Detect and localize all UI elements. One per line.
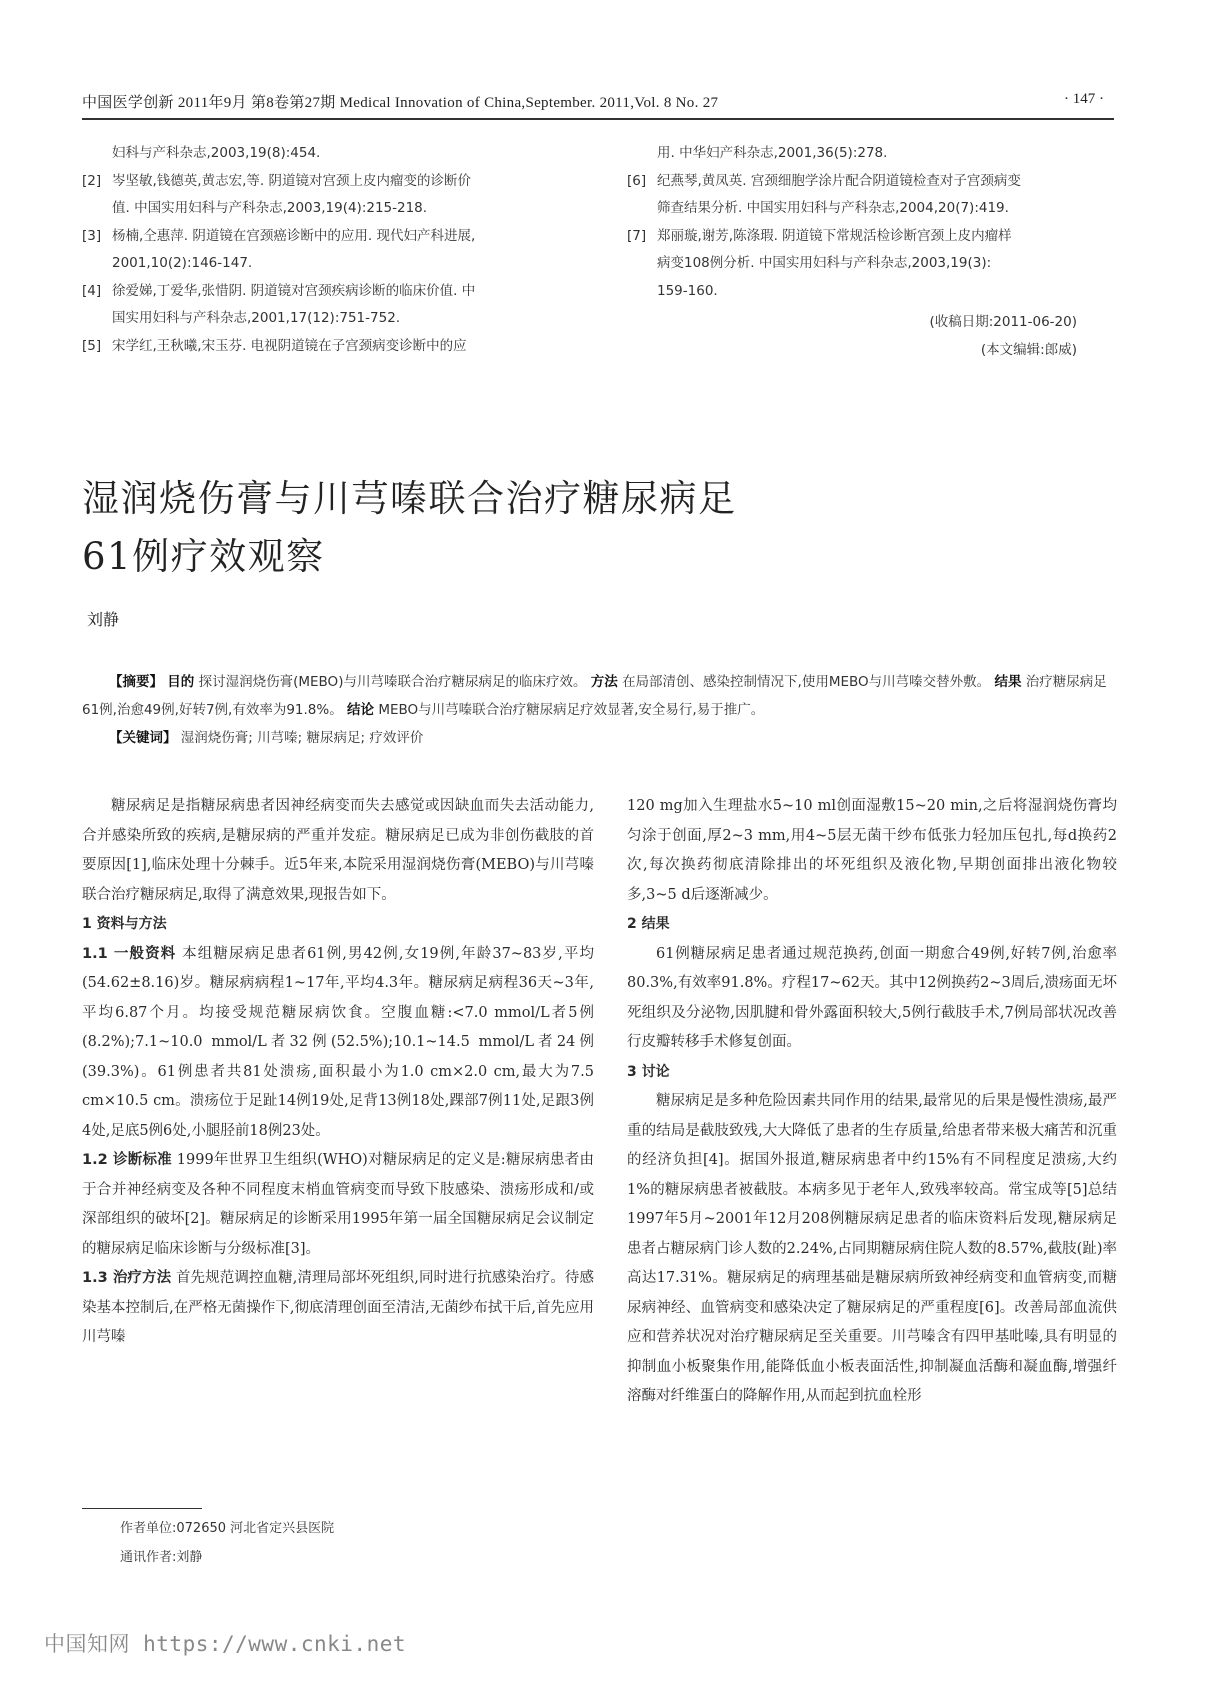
body-left-column bbox=[82, 792, 594, 1353]
body-right-column bbox=[627, 792, 1117, 1412]
editor-note: (本文编辑:郎威) bbox=[980, 341, 1077, 358]
reference-item: [6] 纪燕琴,黄凤英. 宫颈细胞学涂片配合阴道镜检查对子宫颈病变 bbox=[627, 172, 1021, 189]
reference-line: 用. 中华妇产科杂志,2001,36(5):278. bbox=[657, 145, 888, 161]
discussion-paragraph: 糖尿病足是多种危险因素共同作用的结果,最常见的后果是慢性溃疡,最严重的结局是截肢致残,大大降低了患者的生存质量,给患者带来极大痛苦和沉重的经济负担[4]。据国外报道,糖尿病患者中约15%有不同程度足溃疡,大约1%的糖尿病患者被截肢。本病多见于老年人,致残率较高。常宝成等[5]总结1997年5月~2001年12月208例糖尿病足患者的临床资料后发现,糖尿病足患者占糖尿病门诊人数的2.24%,占同期糖尿病住院人数的8.57%,截肢(趾)率高达17.31%。糖尿病足的病理基础是糖尿病所致神经病变和血管病变,而糖尿病神经、血管病变和感染决定了糖尿病足的严重程度[6]。改善局部血流供应和营养状况对治疗糖尿病足至关重要。川芎嗪含有四甲基吡嗪,具有明显的抑制血小板聚集作用,能降低血小板表面活性,抑制凝血活酶和凝血酶,增强纤溶酶对纤维蛋白的降解作用,从而起到抗血栓形 bbox=[627, 1093, 1117, 1404]
reference-item: [4] 徐爱娣,丁爱华,张惜阴. 阴道镜对宫颈疾病诊断的临床价值. 中 bbox=[82, 282, 476, 299]
conclusion-text: MEBO与川芎嗪联合治疗糖尿病足疗效显著,安全易行,易于推广。 bbox=[378, 702, 765, 718]
results-paragraph: 61例糖尿病足患者通过规范换药,创面一期愈合49例,好转7例,治愈率80.3%,有效率91.8%。疗程17~62天。其中12例换药2~3周后,溃疡面无坏死组织及分泌物,因肌腱和骨外露面积较大,5例行截肢手术,7例局部状况改善行皮瓣转移手术修复创面。 bbox=[627, 945, 1117, 1050]
reference-line: 2001,10(2):146-147. bbox=[112, 255, 253, 271]
objective-text: 探讨湿润烧伤膏(MEBO)与川芎嗪联合治疗糖尿病足的临床疗效。 bbox=[198, 674, 587, 690]
intro-paragraph: 糖尿病足是指糖尿病患者因神经病变而失去感觉或因缺血而失去活动能力,合并感染所致的疾病,是糖尿病的严重并发症。糖尿病足已成为非创伤截肢的首要原因[1],临床处理十分棘手。近5年来,本院采用湿润烧伤膏(MEBO)与川芎嗪联合治疗糖尿病足,取得了满意效果,现报告如下。 bbox=[82, 798, 594, 903]
paragraph-text: 1999年世界卫生组织(WHO)对糖尿病足的定义是:糖尿病患者由于合并神经病变及各种不同程度末梢血管病变而导致下肢感染、溃疡形成和/或深部组织的破坏[2]。糖尿病足的诊断采用1995年第一届全国糖尿病足会议制定的糖尿病足临床诊断与分级标准[3]。 bbox=[82, 1152, 595, 1257]
reference-line: 159-160. bbox=[657, 282, 718, 299]
title-line-1: 湿润烧伤膏与川芎嗪联合治疗糖尿病足 bbox=[82, 476, 737, 520]
section-heading-discussion: 3 讨论 bbox=[627, 1063, 670, 1080]
reference-line: 病变108例分析. 中国实用妇科与产科杂志,2003,19(3): bbox=[657, 255, 992, 271]
reference-item: [2] 岑坚敏,钱德英,黄志宏,等. 阴道镜对宫颈上皮内瘤变的诊断价 bbox=[82, 172, 471, 189]
reference-item: [5] 宋学红,王秋曦,宋玉芬. 电视阴道镜在子宫颈病变诊断中的应 bbox=[82, 337, 467, 354]
cnki-watermark: 中国知网 https://www.cnki.net bbox=[44, 1632, 407, 1656]
paragraph-text: 本组糖尿病足患者61例,男42例,女19例,年龄37~83岁,平均(54.62±8.16)岁。糖尿病病程1~17年,平均4.3年。糖尿病足病程36天~3年,平均6.87个月。均接受规范糖尿病饮食。空腹血糖:<7.0 mmol/L者5例(8.2%);7.1~10.0 mmol/L者32例(52.5%);10.1~14.5 mmol/L者24例(39.3%)。61例患者共81处溃疡,面积最小为1.0 cm×2.0 cm,最大为7.5 cm×10.5 cm。溃疡位于足趾14例19处,足背13例18处,踝部7例11处,足跟3例4处,足底5例6处,小腿胫前18例23处。 bbox=[82, 945, 595, 1139]
diagnosis-paragraph bbox=[82, 1146, 594, 1264]
treatment-continued: 120 mg加入生理盐水5~10 ml创面湿敷15~20 min,之后将湿润烧伤膏均匀涂于创面,厚2~3 mm,用4~5层无菌干纱布低张力轻加压包扎,每d换药2次,每次换药彻底清除排出的坏死组织及液化物,早期创面排出液化物较多,3~5 d后逐渐减少。 bbox=[627, 798, 1117, 903]
paragraph-text: 首先规范调控血糖,清理局部坏死组织,同时进行抗感染治疗。待感染基本控制后,在严格无菌操作下,彻底清理创面至清洁,无菌纱布拭干后,首先应用川芎嗪 bbox=[82, 1270, 595, 1345]
objective-label: 目的 bbox=[167, 674, 195, 690]
page-number: · 147 · bbox=[1064, 91, 1104, 107]
journal-info: 中国医学创新 2011年9月 第8卷第27期 Medical Innovation of China,September. 2011,Vol. 8 No. 27 bbox=[82, 95, 719, 111]
keywords bbox=[82, 724, 1117, 752]
reference-line: 妇科与产科杂志,2003,19(8):454. bbox=[112, 145, 321, 161]
method-text: 在局部清创、感染控制情况下,使用MEBO与川芎嗪交替外敷。 bbox=[622, 674, 991, 690]
reference-line: 国实用妇科与产科杂志,2001,17(12):751-752. bbox=[112, 310, 401, 326]
method-label: 方法 bbox=[590, 674, 618, 690]
reference-line: 值. 中国实用妇科与产科杂志,2003,19(4):215-218. bbox=[112, 200, 428, 216]
general-data-paragraph bbox=[82, 940, 594, 1147]
subsection-label: 1.1 一般资料 bbox=[82, 945, 177, 962]
received-date: (收稿日期:2011-06-20) bbox=[929, 314, 1077, 330]
subsection-label: 1.2 诊断标准 bbox=[82, 1152, 172, 1168]
abstract bbox=[82, 668, 1117, 752]
result-label: 结果 bbox=[994, 674, 1022, 690]
treatment-paragraph bbox=[82, 1264, 594, 1353]
conclusion-label: 结论 bbox=[347, 702, 375, 718]
subsection-label: 1.3 治疗方法 bbox=[82, 1270, 172, 1286]
abstract-body bbox=[82, 668, 1117, 724]
footnote bbox=[120, 1514, 334, 1572]
author-name: 刘静 bbox=[87, 610, 120, 629]
footnote-divider bbox=[82, 1508, 202, 1509]
article-title bbox=[82, 470, 982, 586]
references-right-column bbox=[627, 140, 1117, 364]
abstract-label: 【摘要】 bbox=[109, 674, 163, 690]
running-header bbox=[82, 88, 1114, 120]
reference-item: [7] 郑丽璇,谢芳,陈涤瑕. 阴道镜下常规活检诊断宫颈上皮内瘤样 bbox=[627, 227, 1012, 244]
section-heading-results: 2 结果 bbox=[627, 916, 670, 932]
references-left-column bbox=[82, 140, 602, 360]
result-text: 治疗糖尿病足61例,治愈49例,好转7例,有效率为91.8%。 bbox=[82, 674, 1107, 718]
author-affiliation: 作者单位:072650 河北省定兴县医院 bbox=[120, 1521, 335, 1536]
section-heading-methods: 1 资料与方法 bbox=[82, 916, 167, 932]
reference-item: [3] 杨楠,仝惠萍. 阴道镜在宫颈癌诊断中的应用. 现代妇产科进展, bbox=[82, 227, 476, 244]
keywords-label: 【关键词】 bbox=[109, 730, 177, 746]
reference-line: 筛查结果分析. 中国实用妇科与产科杂志,2004,20(7):419. bbox=[657, 200, 1009, 216]
title-line-2: 61例疗效观察 bbox=[82, 534, 325, 578]
corresponding-author: 通讯作者:刘静 bbox=[120, 1550, 203, 1565]
keywords-text: 湿润烧伤膏; 川芎嗪; 糖尿病足; 疗效评价 bbox=[180, 730, 424, 746]
